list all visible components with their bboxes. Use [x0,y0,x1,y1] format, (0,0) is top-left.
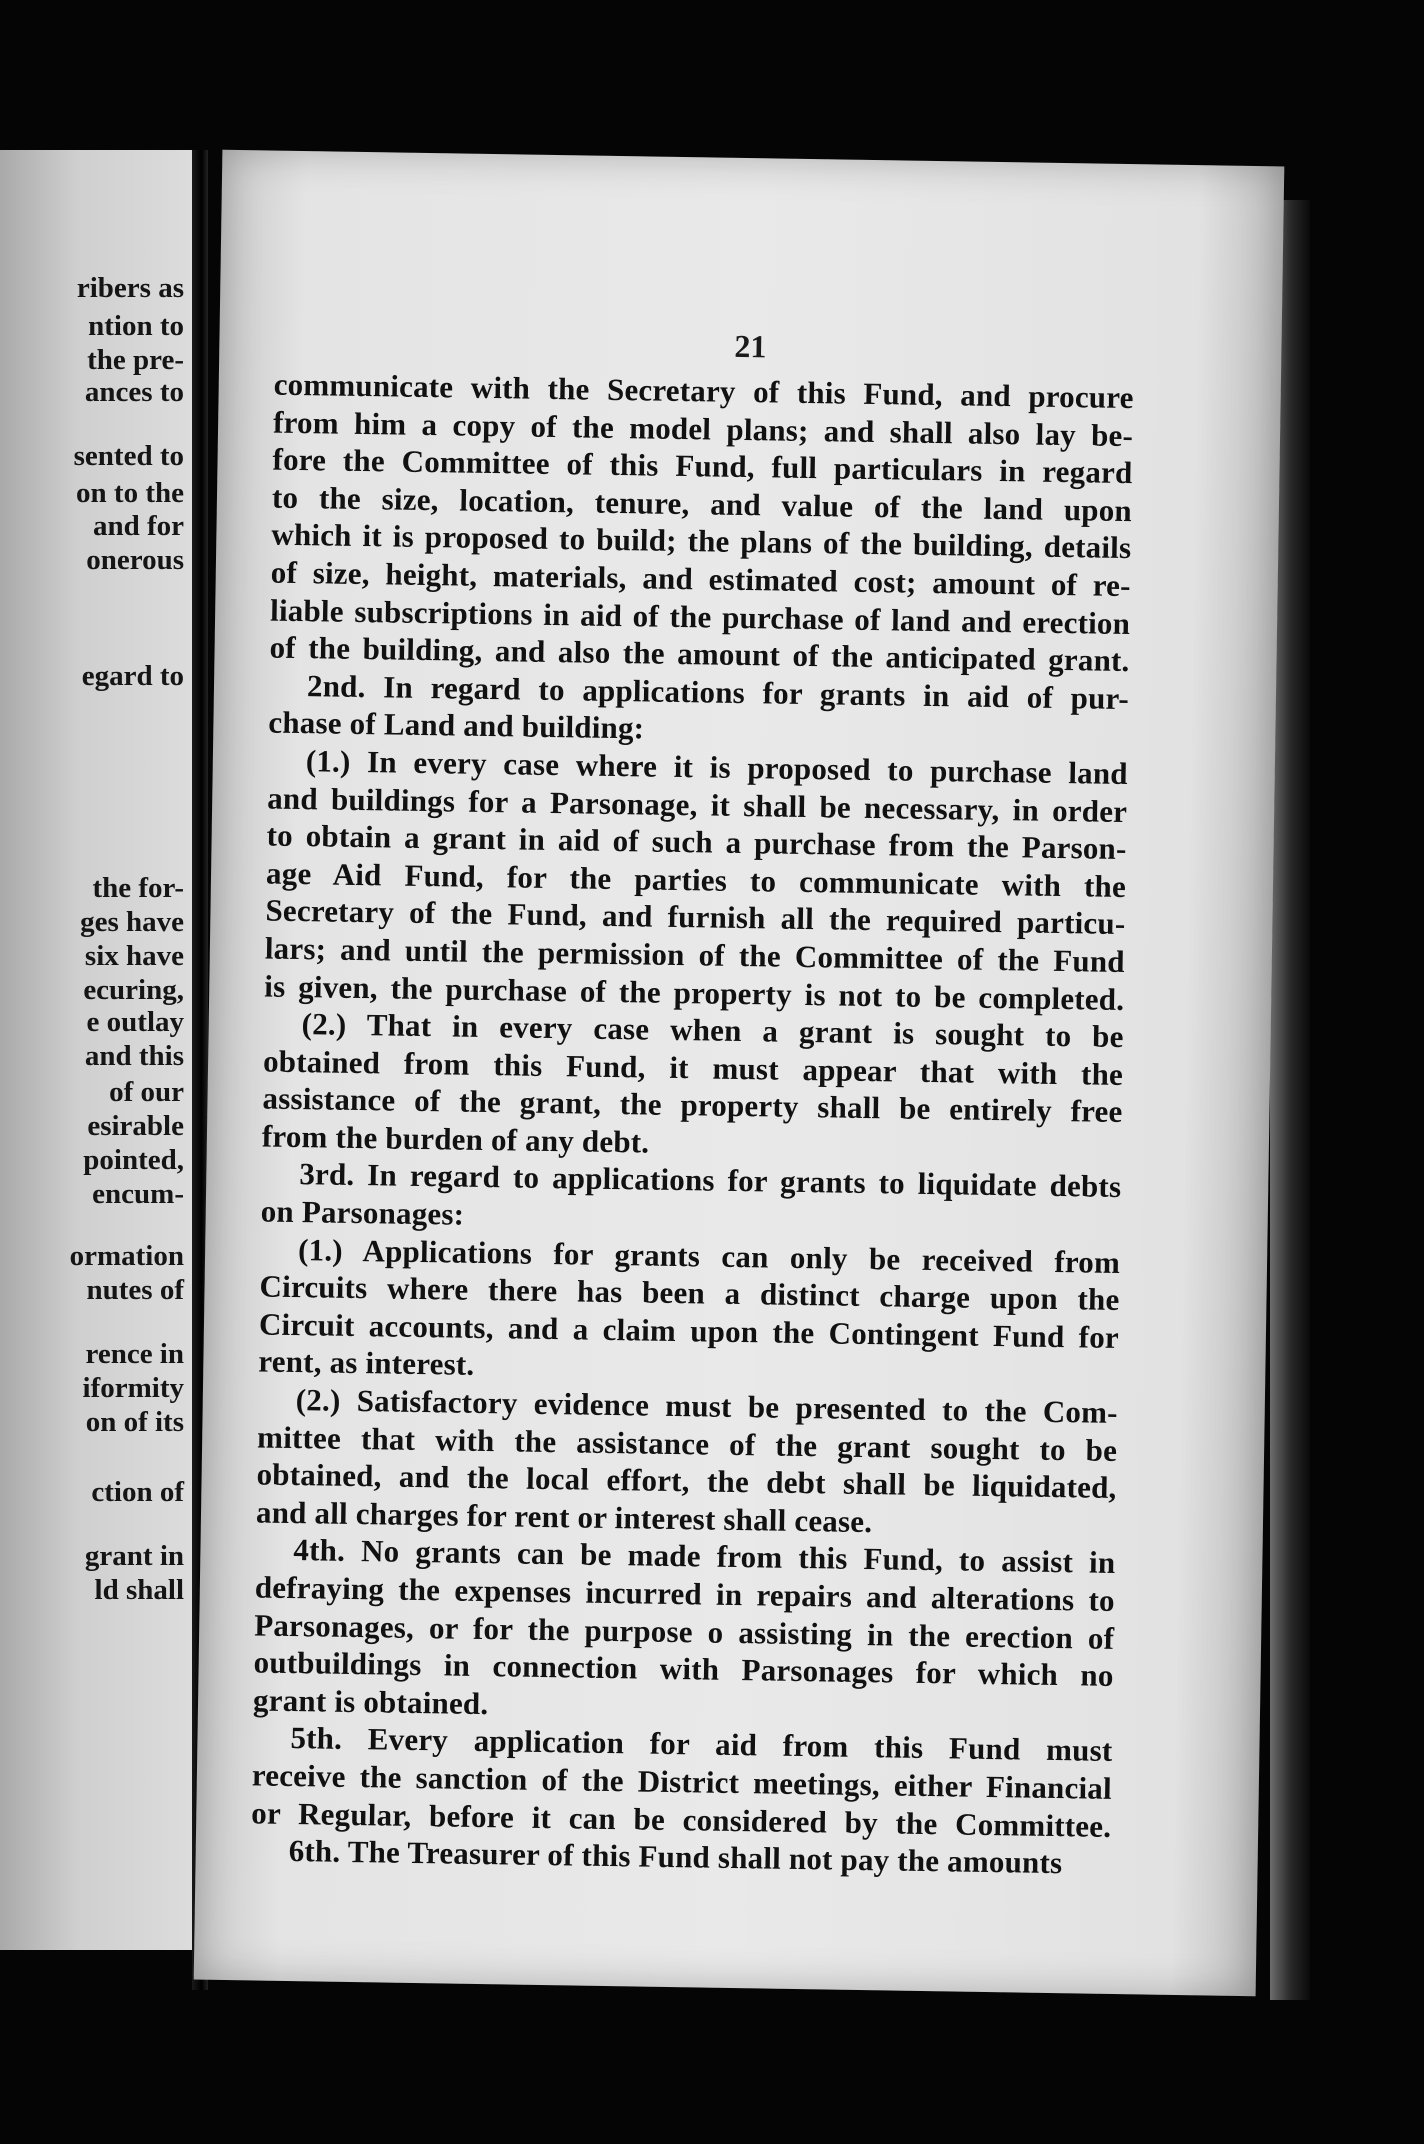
left-page-line: and this [84,1040,184,1072]
text-line: 4th. No grants can be made from this Fund, to assist in [293,1532,1116,1581]
left-page-line: iformity [82,1372,184,1404]
text-line: liable subscriptions in aid of the purchase of land and erection [269,592,1131,641]
left-page-line: the for- [92,872,184,904]
text-line: on Parsonages: [260,1193,465,1232]
left-page-line: sented to [73,440,184,472]
text-line: chase of Land and building: [268,704,645,746]
text-line: rent, as interest. [258,1343,475,1383]
text-line: receive the sanction of the District meetings, either Financial [251,1757,1113,1806]
text-line: 3rd. In regard to applications for grants to liquidate debts [299,1156,1122,1205]
left-page-line: encum- [92,1178,184,1210]
left-page-line: ld shall [94,1574,184,1606]
text-line: is given, the purchase of the property is not to be completed. [264,968,1125,1017]
text-line: mittee that with the assistance of the grant sought to be [256,1419,1118,1468]
text-line: obtained, and the local effort, the debt shall be liquidated, [256,1456,1117,1506]
text-line: or Regular, before it can be considered by the Committee. [251,1794,1112,1844]
left-page-line: on to the [76,477,184,509]
text-line: (1.) Applications for grants can only be received from [297,1231,1121,1280]
text-line: assistance of the grant, the property shall be entirely free [262,1080,1123,1130]
left-page-line: nutes of [86,1274,184,1306]
text-line: 5th. Every application for aid from this Fund must [290,1720,1113,1769]
book-page [194,150,1285,1996]
left-page-line: ction of [91,1476,184,1508]
page-number: 21 [734,327,767,365]
text-line: of size, height, materials, and estimated cost; amount of re- [270,554,1131,604]
left-page-line: ecuring, [83,974,184,1006]
text-line: (2.) That in every case when a grant is sought to be [301,1006,1124,1055]
text-line: from him a copy of the model plans; and shall also lay be- [272,404,1134,453]
left-page-line: pointed, [83,1144,184,1176]
left-page-line: on of its [85,1406,184,1438]
text-line: obtained from this Fund, it must appear that with the [262,1043,1124,1092]
left-page-line: of our [109,1076,184,1108]
left-page-line: e outlay [86,1006,184,1038]
text-line: (1.) In every case where it is proposed to purchase land [305,743,1129,792]
left-page-line: ances to [84,376,184,408]
text-line: and all charges for rent or interest shall cease. [255,1494,873,1539]
page-body-text [250,366,1134,1883]
text-line: Circuits where there has been a distinct charge upon the [259,1268,1120,1318]
text-line: grant is obtained. [252,1682,489,1721]
left-page-line: grant in [84,1540,184,1572]
text-line: Parsonages, or for the purpose o assisting in the erection of [254,1607,1115,1656]
left-page-fragment [0,150,192,1950]
left-page-line: ribers as [76,272,184,304]
text-line: defraying the expenses incurred in repairs and alterations to [254,1569,1116,1618]
left-page-line: ges have [80,906,184,938]
text-line: which it is proposed to build; the plans of the building, details [271,516,1132,566]
left-page-line: ormation [69,1240,184,1272]
text-line: fore the Committee of this Fund, full particulars in regard [272,441,1133,491]
text-line: age Aid Fund, for the parties to communicate with the [265,855,1127,904]
left-page-line: ntion to [88,310,184,342]
text-line: Circuit accounts, and a claim upon the Contingent Fund for [258,1306,1120,1355]
text-line: (2.) Satisfactory evidence must be presented to the Com- [295,1382,1118,1431]
text-line: communicate with the Secretary of this Fund, and procure [273,366,1134,416]
left-page-line: the pre- [87,344,184,376]
left-page-line: six have [84,940,184,972]
text-line: 2nd. In regard to applications for grants in aid of pur- [306,667,1130,716]
left-page-line: and for [92,510,184,542]
text-line: to the size, location, tenure, and value of the land upon [271,479,1133,528]
left-page-line: esirable [87,1110,184,1142]
text-line: outbuildings in connection with Parsonages for which no [253,1644,1114,1694]
text-line: of the building, and also the amount of the anticipated grant. [269,629,1130,679]
text-line: and buildings for a Parsonage, it shall be necessary, in order [266,780,1128,829]
left-page-line: rence in [85,1338,184,1370]
text-line: 6th. The Treasurer of this Fund shall not pay the amounts [288,1833,1063,1881]
left-page-line: onerous [86,544,184,576]
text-line: from the burden of any debt. [261,1118,650,1160]
text-line: Secretary of the Fund, and furnish all the required particu- [265,892,1126,942]
text-line: lars; and until the permission of the Committee of the Fund [264,930,1126,979]
left-page-line: egard to [81,660,184,692]
text-line: to obtain a grant in aid of such a purchase from the Parson- [266,817,1127,867]
